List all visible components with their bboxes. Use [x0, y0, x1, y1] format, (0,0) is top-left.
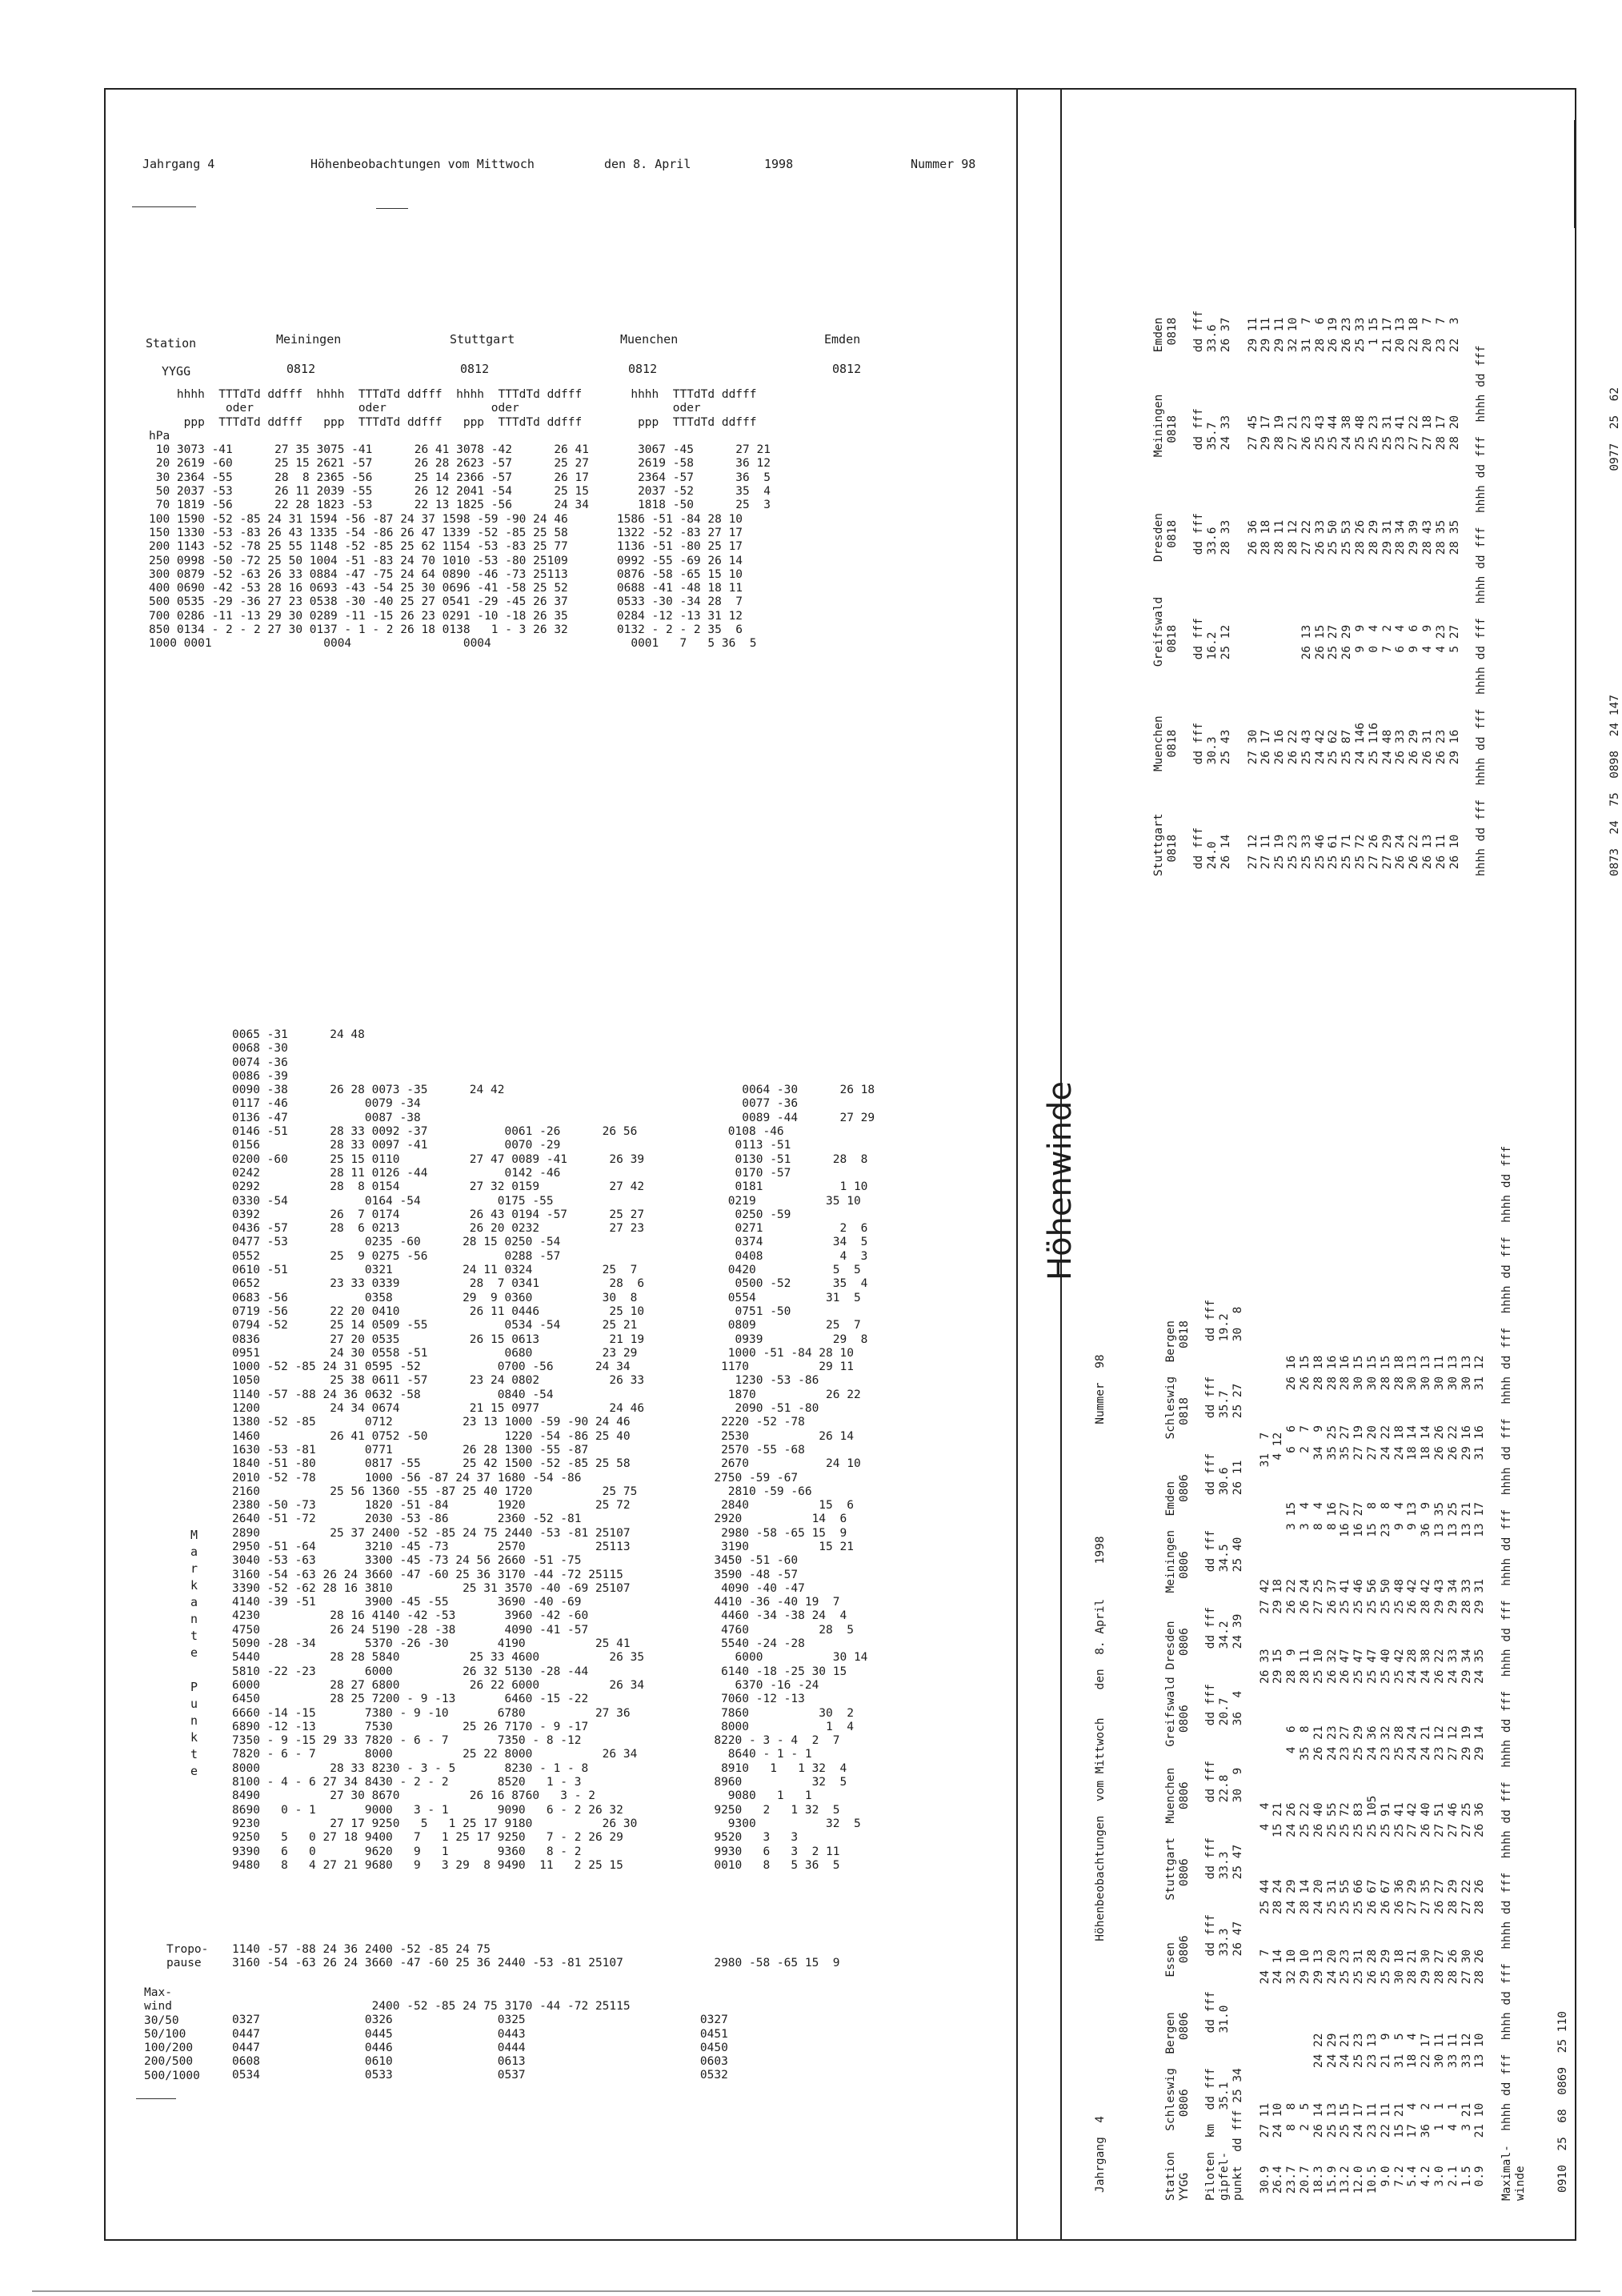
station-code-emden: 0812	[832, 362, 862, 376]
winds-header-line: Jahrgang 4 Höhenbeobachtungen vom Mittwoch den 8. April 1998 Nummer 98	[1094, 1354, 1107, 2193]
station-name-meiningen: Meiningen	[276, 332, 342, 347]
header-title: Höhenbeobachtungen vom Mittwoch	[310, 157, 535, 171]
station-code-meiningen: 0812	[286, 362, 316, 376]
maxwind-table: 2400 -52 -85 24 75 3170 -44 -72 25115 0327 0326 0325 0327 0447 0445 0443 0451 0447 0446 0444 0450 0608 0610 0613 0603 0534 0533 0537 0532	[232, 2000, 728, 2082]
station-code-muenchen: 0812	[628, 362, 658, 376]
station-code-stuttgart: 0812	[460, 362, 490, 376]
temp-table: hhhh TTTdTd ddfff hhhh TTTdTd ddfff hhhh TTTdTd ddfff hhhh TTTdTd ddfff oder oder oder oder ppp TTTdTd ddfff ppp TTTdTd ddfff ppp TTTdTd ddfff ppp TTTdTd ddfff hPa 10 3073 -41 27 35 3075 -41 26 41 3078 -42 26 41 3067 -45 27 21 20 2619 -60 25 15 2621 -57 26 28 2623 -57 25 27 2619 -58 36 12 30 2364 -55 28 8 2365 -56 25 14 2366 -57 26 17 2364 -57 36 5 50 2037 -53 26 11 2039 -55 26 12 2041 -54 25 15 2037 -52 35 4 70 1819 -56 22 28 1823 -53 22 13 1825 -56 24 34 1818 -50 25 3 100 1590 -52 -85 24 31 1594 -56 -87 24 37 1598 -59 -90 24 46 1586 -51 -84 28 10 150 1330 -53 -83 26 43 1335 -54 -86 26 47 1339 -52 -85 25 58 1322 -52 -83 27 17 200 1143 -52 -78 25 55 1148 -52 -85 25 62 1154 -53 -83 25 77 1136 -51 -80 25 17 250 0998 -50 -72 25 50 1004 -51 -83 24 70 1010 -53 -80 25109 0992 -55 -69 26 14 300 0879 -52 -63 26 33 0884 -47 -75 24 64 0890 -46 -73 25113 0876 -58 -65 15 10 400 0690 -42 -53 28 16 0693 -43 -54 25 30 0696 -41 -58 25 52 0688 -41 -48 18 11 500 0535 -29 -36 27 23 0538 -30 -40 25 27 0541 -29 -45 26 37 0533 -30 -34 28 7 700 0286 -11 -13 29 30 0289 -11 -15 26 23 0291 -10 -18 26 35 0284 -12 -13 31 12 850 0134 - 2 - 2 27 30 0137 - 1 - 2 26 18 0138 1 - 3 26 32 0132 - 2 - 2 35 6 1000 0001 0004 0004 0001 7 5 36 5	[149, 388, 771, 651]
header-jahrgang: Jahrgang 4	[142, 157, 215, 171]
tropopause-table: 1140 -57 -88 24 36 2400 -52 -85 24 75 3160 -54 -63 26 24 3660 -47 -60 25 36 2440 -53 -81 25107 2980 -58 -65 15 9	[232, 1943, 840, 1970]
station-label: Station	[146, 336, 197, 351]
markante-label: M a r k a n t e	[190, 1528, 198, 1660]
header-date: den 8. April	[604, 157, 691, 171]
station-name-muenchen: Muenchen	[620, 332, 679, 347]
winds-upper-footer: 0873 24 75 0898 24 147 0977 25 62	[1608, 387, 1621, 876]
maxwind-label: Max- wind 30/50 50/100 100/200 200/500 500/1000	[144, 1986, 200, 2082]
hoehenwinde-banner: Höhenwinde	[1042, 1080, 1079, 1280]
header-rule-mid	[376, 208, 408, 209]
yygg-label: YYGG	[162, 364, 191, 379]
markante-punkte-table: 0065 -31 24 48 0068 -30 0074 -36 0086 -39 0090 -38 26 28 0073 -35 24 42 0064 -30 26 18 0117 -46 0079 -34 0077 -36 0136 -47 0087 -38 0089 -44 27 29 0146 -51 28 33 0092 -37 0061 -26 26 56 0108 -46 0156 28 33 0097 -41 0070 -29 0113 -51 0200 -60 25 15 0110 27 47 0089 -41 26 39 0130 -51 28 8 0242 28 11 0126 -44 0142 -46 0170 -57 0292 28 8 0154 27 32 0159 27 42 0181 1 10 0330 -54 0164 -54 0175 -55 0219 35 10 0392 26 7 0174 26 43 0194 -57 25 27 0250 -59 0436 -57 28 6 0213 26 20 0232 27 23 0271 2 6 0477 -53 0235 -60 28 15 0250 -54 0374 34 5 0552 25 9 0275 -56 0288 -57 0408 4 3 0610 -51 0321 24 11 0324 25 7 0420 5 5 0652 23 33 0339 28 7 0341 28 6 0500 -52 35 4 0683 -56 0358 29 9 0360 30 8 0554 31 5 0719 -56 22 20 0410 26 11 0446 25 10 0751 -50 0794 -52 25 14 0509 -55 0534 -54 25 21 0809 25 7 0836 27 20 0535 26 15 0613 21 19 0939 29 8 0951 24 30 0558 -51 0680 23 29 1000 -51 -84 28 10 1000 -52 -85 24 31 0595 -52 0700 -56 24 34 1170 29 11 1050 25 38 0611 -57 23 24 0802 26 33 1230 -53 -86 1140 -57 -88 24 36 0632 -58 0840 -54 1870 26 22 1200 24 34 0674 21 15 0977 24 46 2090 -51 -80 1380 -52 -85 0712 23 13 1000 -59 -90 24 46 2220 -52 -78 1460 26 41 0752 -50 1220 -54 -86 25 40 2530 26 14 1630 -53 -81 0771 26 28 1300 -55 -87 2570 -55 -68 1840 -51 -80 0817 -55 25 42 1500 -52 -85 25 58 2670 24 10 2010 -52 -78 1000 -56 -87 24 37 1680 -54 -86 2750 -59 -67 2160 25 56 1360 -55 -87 25 40 1720 25 75 2810 -59 -66 2380 -50 -73 1820 -51 -84 1920 25 72 2840 15 6 2640 -51 -72 2030 -53 -86 2360 -52 -81 2920 14 6 2890 25 37 2400 -52 -85 24 75 2440 -53 -81 25107 2980 -58 -65 15 9 2950 -51 -64 3210 -45 -73 2570 25113 3190 15 21 3040 -53 -63 3300 -45 -73 24 56 2660 -51 -75 3450 -51 -60 3160 -54 -63 26 24 3660 -47 -60 25 36 3170 -44 -72 25115 3590 -48 -57 3390 -52 -62 28 16 3810 25 31 3570 -40 -69 25107 4090 -40 -47 4140 -39 -51 3900 -45 -55 3690 -40 -69 4410 -36 -40 19 7 4230 28 16 4140 -42 -53 3960 -42 -60 4460 -34 -38 24 4 4750 26 24 5190 -28 -38 4090 -41 -57 4760 28 5 5090 -28 -34 5370 -26 -30 4190 25 41 5540 -24 -28 5440 28 28 5840 25 33 4600 26 35 6000 30 14 5810 -22 -23 6000 26 32 5130 -28 -44 6140 -18 -25 30 15 6000 28 27 6800 26 22 6000 26 34 6370 -16 -24 6450 28 25 7200 - 9 -13 6460 -15 -22 7060 -12 -13 6660 -14 -15 7380 - 9 -10 6780 27 36 7860 30 2 6890 -12 -13 7530 25 26 7170 - 9 -17 8000 1 4 7350 - 9 -15 29 33 7820 - 6 - 7 7350 - 8 -12 8220 - 3 - 4 2 7 7820 - 6 - 7 8000 25 22 8000 26 34 8640 - 1 - 1 8000 28 33 8230 - 3 - 5 8230 - 1 - 8 8910 1 1 32 4 8100 - 4 - 6 27 34 8430 - 2 - 2 8520 1 - 3 8960 32 5 8490 27 30 8670 26 16 8760 3 - 2 9080 1 1 8690 0 - 1 9000 3 - 1 9090 6 - 2 26 32 9250 2 1 32 5 9230 27 17 9250 5 1 25 17 9180 26 30 9300 32 5 9250 5 0 27 18 9400 7 1 25 17 9250 7 - 2 26 29 9520 3 3 9390 6 0 9620 9 1 9360 8 - 2 9930 6 3 2 11 9480 8 4 27 21 9680 9 3 29 8 9490 11 2 25 15 0010 8 5 36 5	[232, 1028, 875, 1872]
station-name-emden: Emden	[824, 332, 861, 347]
punkte-label: P u n k t e	[190, 1680, 198, 1778]
tropopause-label: Tropo- pause	[166, 1943, 209, 1970]
winds-lower-footer: 0910 25 68 0869 25 110	[1556, 2011, 1569, 2193]
winds-lower-table: Station Schleswig Bergen Essen Stuttgart Muenchen Greifswald Dresden Meiningen Emden Schleswig Bergen YYGG 0806 0806 0806 0806 0806 0806 0806 0806 0806 0818 0818 Piloten km dd fff dd fff dd fff dd fff dd fff dd fff dd fff dd fff dd fff dd fff dd fff gipfel- 35.1 31.0 33.3 33.3 22.8 20.7 34.2 34.5 30.6 35.7 19.2 punkt dd fff 25 34 26 47 25 47 30 9 36 4 24 39 25 40 26 11 25 27 30 8 30.9 27 11 24 7 25 44 4 4 26 33 27 42 31 7 26.4 24 10 24 14 28 24 15 21 29 15 29 18 4 12 23.7 8 8 32 10 24 29 24 26 4 6 28 9 26 22 3 15 6 6 26 16 20.7 2 5 29 10 28 14 25 22 35 8 28 11 26 24 3 4 2 7 26 15 18.3 26 14 24 22 29 13 24 20 26 40 26 21 25 10 27 25 8 4 34 9 28 18 15.9 25 13 24 29 24 20 25 31 25 55 24 23 26 32 26 37 8 16 35 25 28 16 13.2 25 15 24 21 25 23 25 55 25 72 23 27 26 47 25 41 16 27 35 27 28 16 12.0 24 17 25 23 25 31 25 66 25 83 25 29 25 47 25 46 16 27 27 19 30 15 10.5 23 11 23 13 26 28 26 67 25 105 24 36 25 47 25 56 15 8 27 20 30 15 9.0 22 11 21 9 25 29 26 67 25 91 23 32 25 40 25 50 23 8 24 22 28 15 7.2 15 21 31 5 30 18 26 36 25 41 25 28 25 42 25 48 9 4 24 18 28 18 5.4 17 4 18 4 28 21 27 29 27 42 24 24 24 28 26 42 9 13 18 14 30 13 4.2 36 2 22 17 29 30 27 35 26 40 24 21 24 38 28 42 36 9 18 14 30 13 3.0 1 1 30 11 28 27 26 27 27 51 23 12 26 22 29 43 13 35 26 26 30 11 2.1 4 1 33 11 28 26 28 29 27 46 27 12 24 33 29 34 13 25 26 22 30 13 1.5 3 21 33 12 27 30 27 22 27 25 29 19 29 34 28 33 13 21 29 16 30 13 0.9 21 10 13 10 28 26 28 26 26 36 29 14 24 35 29 31 13 17 31 16 31 12 Maximal- hhhh dd fff hhhh dd fff hhhh dd fff hhhh dd fff hhhh dd fff hhhh dd fff hhhh dd fff hhhh dd fff hhhh dd fff hhhh dd fff hhhh dd fff winde	[1164, 1145, 1527, 2201]
column-divider-left	[1016, 88, 1018, 2241]
scan-mark-bottom	[32, 2290, 1600, 2292]
header-rule-left	[132, 206, 196, 207]
footer-rule	[136, 2098, 176, 2099]
header-nummer: Nummer 98	[911, 157, 976, 171]
winds-upper-table: Stuttgart Muenchen Greifswald Dresden Meiningen Emden 0818 0818 0818 0818 0818 0818 dd fff dd fff dd fff dd fff dd fff dd fff 24.0 30.3 16.2 33.6 35.7 33.6 26 14 25 43 25 12 28 33 24 33 26 37 27 12 27 30 26 36 27 45 29 11 27 11 26 17 28 18 29 17 29 11 25 19 26 16 28 11 28 19 29 11 25 23 26 22 28 12 27 21 32 10 25 33 25 43 26 13 27 22 26 23 31 7 25 46 24 42 26 15 26 33 25 43 28 6 25 61 25 62 25 27 25 50 25 44 26 19 25 71 25 87 26 29 25 53 24 38 26 23 25 72 24 146 9 9 28 26 25 48 25 33 27 26 25 116 0 4 28 29 25 23 1 15 27 29 24 48 7 2 29 31 25 31 21 17 26 24 26 33 6 4 28 34 23 41 20 13 26 22 26 29 9 6 29 39 27 22 22 18 26 13 26 31 4 9 28 43 27 18 20 7 26 11 26 23 4 23 28 35 28 17 23 7 26 10 29 16 5 27 28 35 28 20 22 3 hhhh dd fff hhhh dd fff hhhh dd fff hhhh dd fff hhhh dd fff hhhh dd fff	[1152, 310, 1488, 876]
header-year: 1998	[764, 157, 794, 171]
margin-line	[1574, 120, 1576, 228]
station-name-stuttgart: Stuttgart	[450, 332, 515, 347]
